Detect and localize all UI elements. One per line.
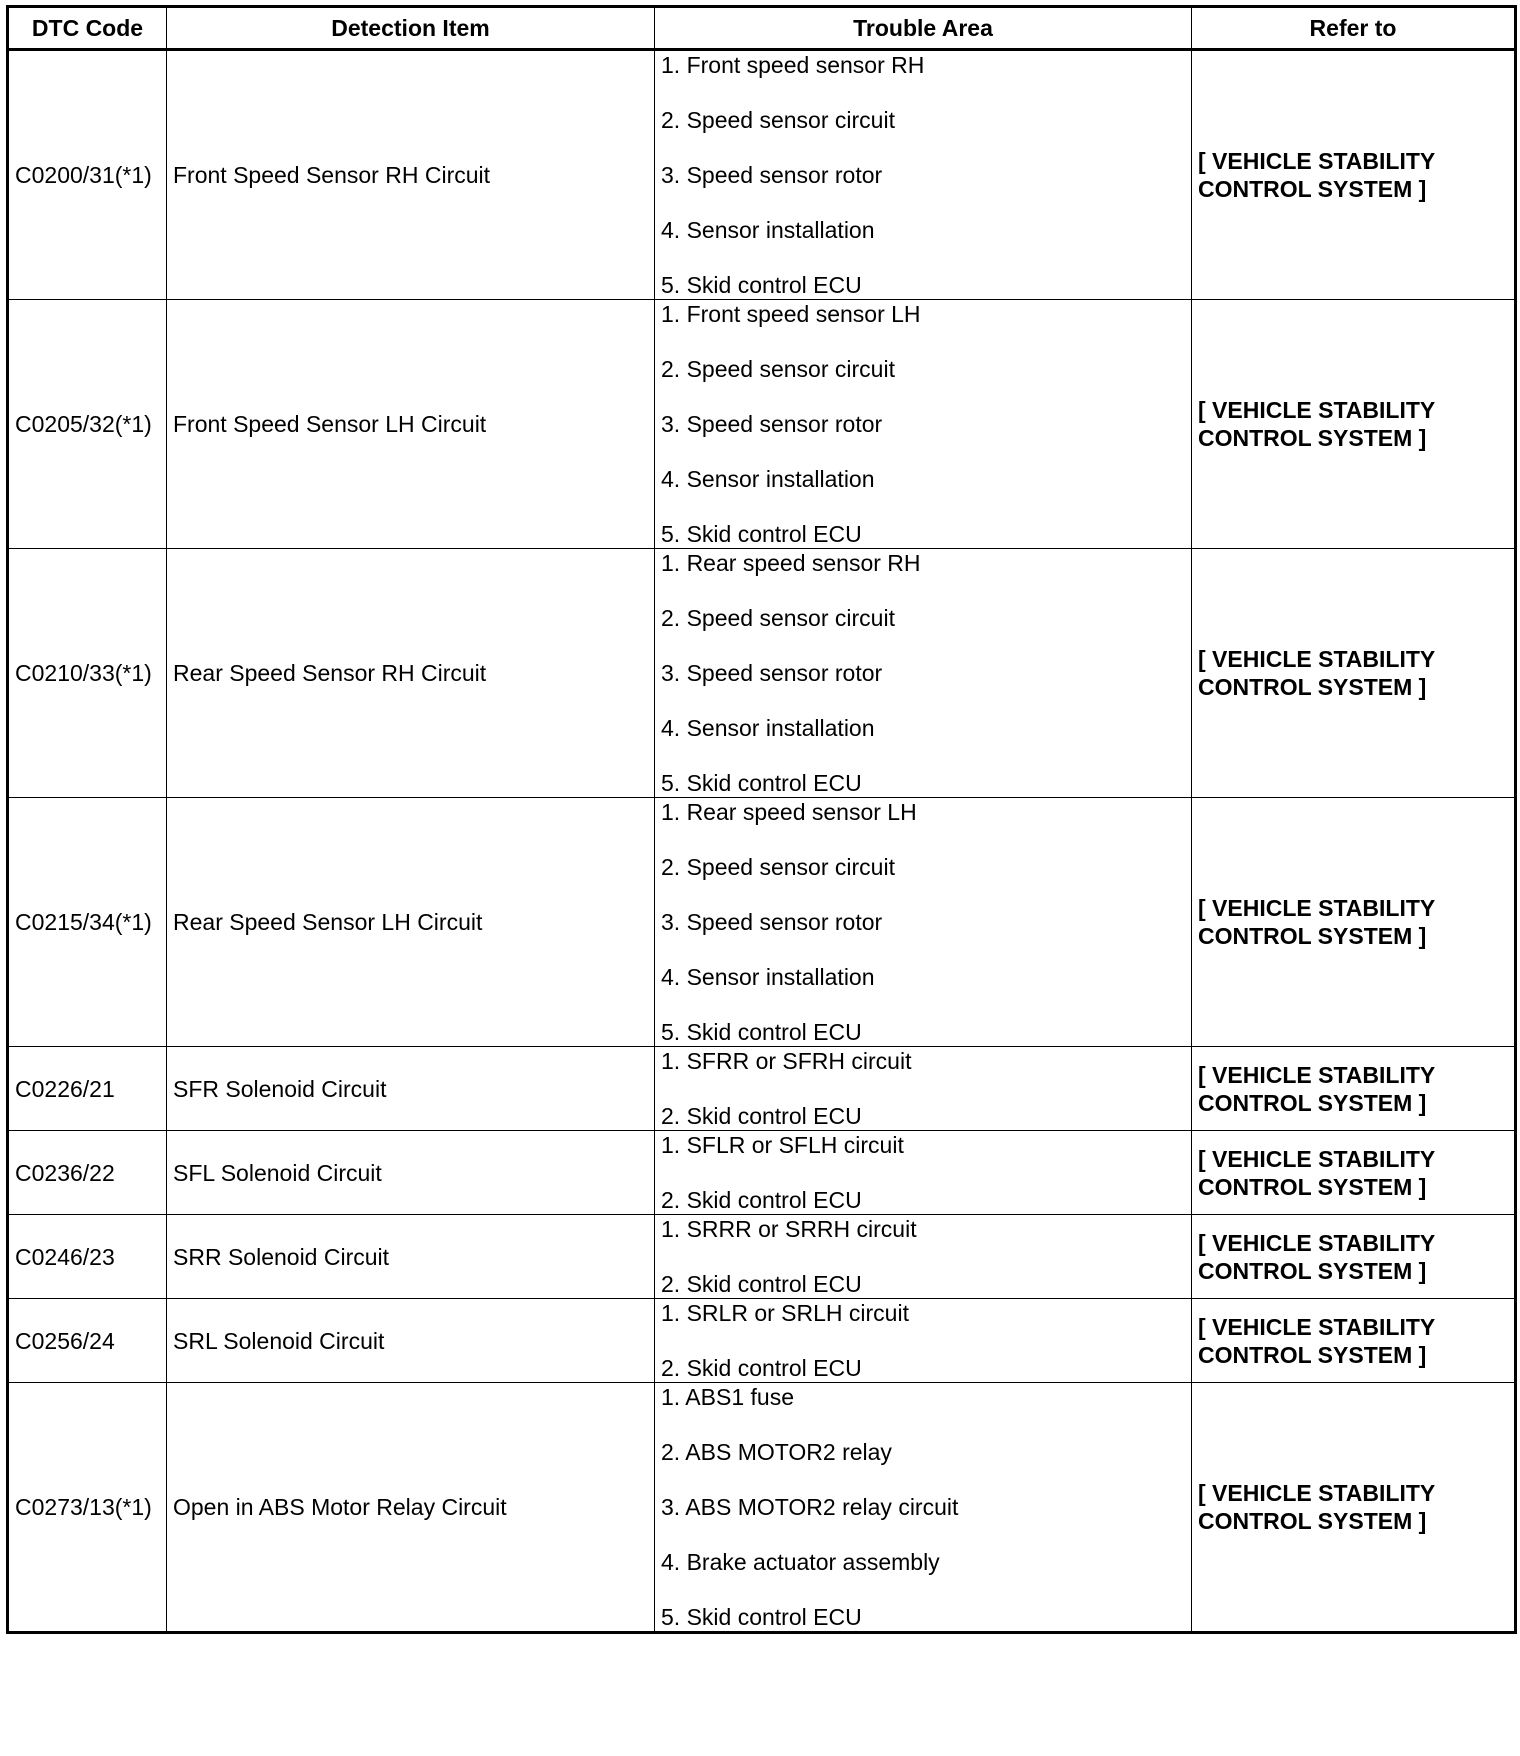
trouble-area-item: 4. Sensor installation	[661, 964, 875, 990]
header-dtc-code: DTC Code	[8, 7, 167, 50]
table-row	[8, 1047, 1516, 1131]
trouble-area-item: 4. Sensor installation	[661, 466, 875, 492]
trouble-area-item: 3. ABS MOTOR2 relay circuit	[661, 1494, 959, 1520]
header-refer-to: Refer to	[1192, 7, 1516, 50]
detection-item-cell: Rear Speed Sensor RH Circuit	[167, 549, 655, 798]
trouble-area-cell	[655, 1047, 1192, 1131]
trouble-area-item: 5. Skid control ECU	[661, 1604, 862, 1630]
trouble-area-item: 5. Skid control ECU	[661, 272, 862, 298]
trouble-area-item: 1. Front speed sensor LH	[661, 301, 921, 327]
trouble-area-item: 1. SRLR or SRLH circuit	[661, 1300, 909, 1326]
dtc-code-cell: C0210/33(*1)	[8, 549, 167, 798]
table-body	[8, 50, 1516, 1633]
trouble-area-item: 2. ABS MOTOR2 relay	[661, 1439, 892, 1465]
refer-to-cell: [ VEHICLE STABILITY CONTROL SYSTEM ]	[1192, 1299, 1516, 1383]
table-row	[8, 1299, 1516, 1383]
trouble-area-item: 2. Skid control ECU	[661, 1103, 862, 1129]
trouble-area-item: 5. Skid control ECU	[661, 521, 862, 547]
trouble-area-cell	[655, 50, 1192, 300]
trouble-area-item: 5. Skid control ECU	[661, 770, 862, 796]
refer-to-cell: [ VEHICLE STABILITY CONTROL SYSTEM ]	[1192, 798, 1516, 1047]
trouble-area-cell	[655, 1131, 1192, 1215]
table-row	[8, 300, 1516, 549]
trouble-area-cell	[655, 798, 1192, 1047]
trouble-area-item: 2. Speed sensor circuit	[661, 356, 895, 382]
detection-item-cell: SFL Solenoid Circuit	[167, 1131, 655, 1215]
header-row	[8, 7, 1516, 50]
trouble-area-cell	[655, 300, 1192, 549]
trouble-area-item: 2. Skid control ECU	[661, 1355, 862, 1381]
table-row	[8, 1131, 1516, 1215]
table-row	[8, 549, 1516, 798]
trouble-area-item: 1. SFRR or SFRH circuit	[661, 1048, 912, 1074]
refer-to-cell: [ VEHICLE STABILITY CONTROL SYSTEM ]	[1192, 50, 1516, 300]
dtc-code-cell: C0226/21	[8, 1047, 167, 1131]
trouble-area-item: 3. Speed sensor rotor	[661, 660, 883, 686]
trouble-area-item: 2. Skid control ECU	[661, 1187, 862, 1213]
refer-to-cell: [ VEHICLE STABILITY CONTROL SYSTEM ]	[1192, 1047, 1516, 1131]
header-trouble-area: Trouble Area	[655, 7, 1192, 50]
refer-to-cell: [ VEHICLE STABILITY CONTROL SYSTEM ]	[1192, 1131, 1516, 1215]
detection-item-cell: SRL Solenoid Circuit	[167, 1299, 655, 1383]
detection-item-cell: Open in ABS Motor Relay Circuit	[167, 1383, 655, 1633]
dtc-code-cell: C0205/32(*1)	[8, 300, 167, 549]
table-row	[8, 1383, 1516, 1633]
dtc-table	[6, 5, 1517, 1634]
trouble-area-item: 4. Brake actuator assembly	[661, 1549, 940, 1575]
trouble-area-item: 4. Sensor installation	[661, 715, 875, 741]
trouble-area-cell	[655, 549, 1192, 798]
refer-to-cell: [ VEHICLE STABILITY CONTROL SYSTEM ]	[1192, 549, 1516, 798]
detection-item-cell: Front Speed Sensor LH Circuit	[167, 300, 655, 549]
trouble-area-cell	[655, 1383, 1192, 1633]
trouble-area-item: 1. SFLR or SFLH circuit	[661, 1132, 904, 1158]
trouble-area-item: 3. Speed sensor rotor	[661, 411, 883, 437]
dtc-code-cell: C0246/23	[8, 1215, 167, 1299]
trouble-area-item: 1. Rear speed sensor LH	[661, 799, 917, 825]
detection-item-cell: Rear Speed Sensor LH Circuit	[167, 798, 655, 1047]
dtc-code-cell: C0273/13(*1)	[8, 1383, 167, 1633]
table-row	[8, 50, 1516, 300]
table-header	[8, 7, 1516, 50]
trouble-area-item: 1. ABS1 fuse	[661, 1384, 794, 1410]
table-row	[8, 798, 1516, 1047]
trouble-area-item: 2. Speed sensor circuit	[661, 854, 895, 880]
header-detection-item: Detection Item	[167, 7, 655, 50]
trouble-area-item: 2. Speed sensor circuit	[661, 605, 895, 631]
trouble-area-item: 2. Skid control ECU	[661, 1271, 862, 1297]
trouble-area-item: 3. Speed sensor rotor	[661, 162, 883, 188]
dtc-code-cell: C0236/22	[8, 1131, 167, 1215]
trouble-area-item: 3. Speed sensor rotor	[661, 909, 883, 935]
trouble-area-item: 2. Speed sensor circuit	[661, 107, 895, 133]
trouble-area-cell	[655, 1299, 1192, 1383]
refer-to-cell: [ VEHICLE STABILITY CONTROL SYSTEM ]	[1192, 300, 1516, 549]
detection-item-cell: Front Speed Sensor RH Circuit	[167, 50, 655, 300]
refer-to-cell: [ VEHICLE STABILITY CONTROL SYSTEM ]	[1192, 1215, 1516, 1299]
trouble-area-item: 4. Sensor installation	[661, 217, 875, 243]
trouble-area-item: 1. Rear speed sensor RH	[661, 550, 921, 576]
detection-item-cell: SRR Solenoid Circuit	[167, 1215, 655, 1299]
refer-to-cell: [ VEHICLE STABILITY CONTROL SYSTEM ]	[1192, 1383, 1516, 1633]
detection-item-cell: SFR Solenoid Circuit	[167, 1047, 655, 1131]
table-row	[8, 1215, 1516, 1299]
dtc-code-cell: C0256/24	[8, 1299, 167, 1383]
trouble-area-cell	[655, 1215, 1192, 1299]
trouble-area-item: 1. Front speed sensor RH	[661, 52, 925, 78]
trouble-area-item: 1. SRRR or SRRH circuit	[661, 1216, 917, 1242]
dtc-code-cell: C0215/34(*1)	[8, 798, 167, 1047]
dtc-code-cell: C0200/31(*1)	[8, 50, 167, 300]
trouble-area-item: 5. Skid control ECU	[661, 1019, 862, 1045]
